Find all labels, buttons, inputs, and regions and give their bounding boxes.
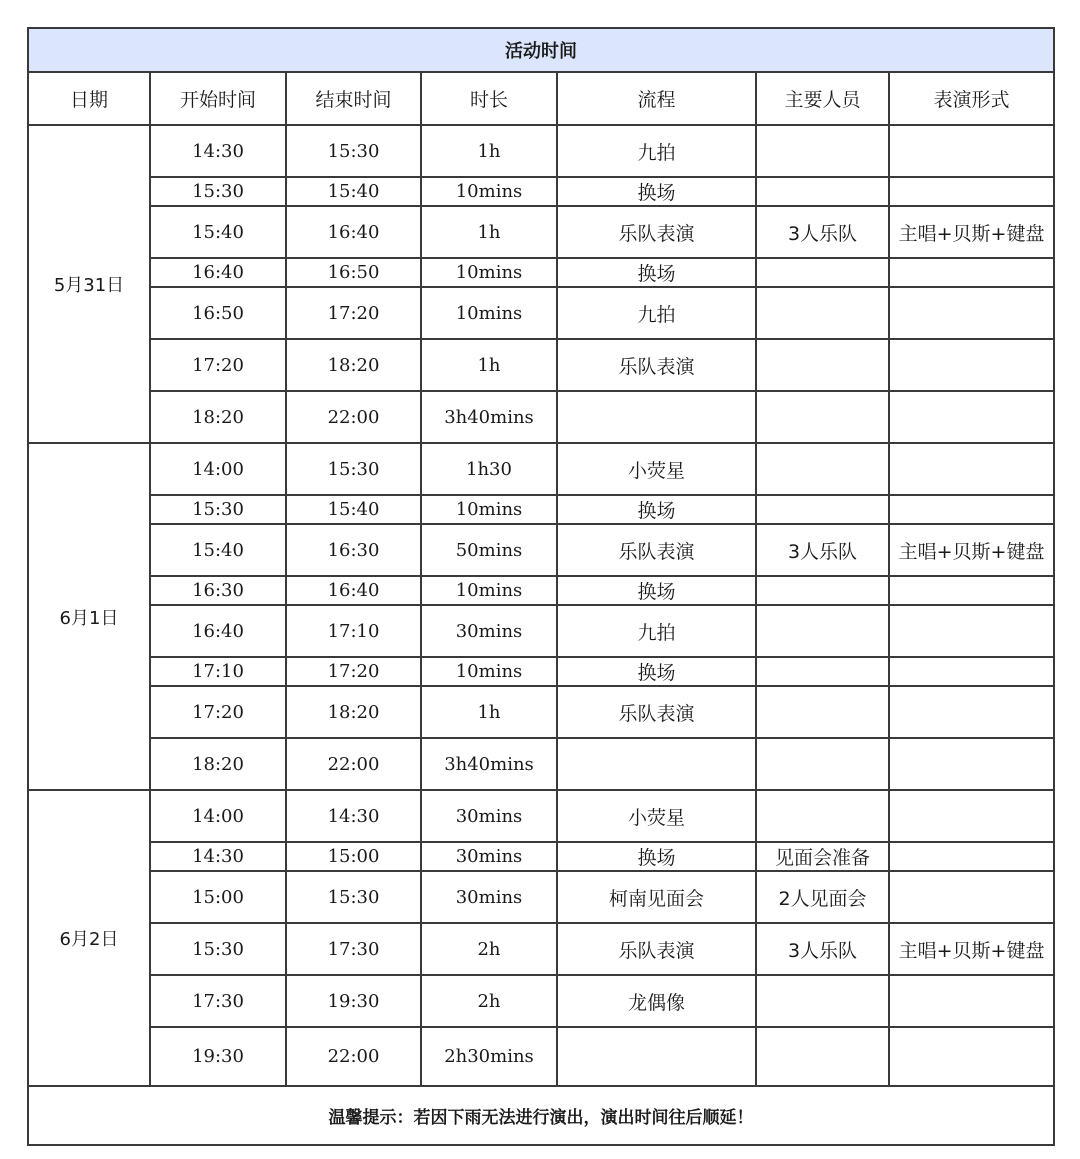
process-cell: 柯南见面会 — [557, 871, 756, 923]
start-time-cell: 18:20 — [150, 391, 286, 443]
end-time-cell: 19:30 — [286, 975, 421, 1027]
end-time-cell: 14:30 — [286, 790, 421, 842]
end-time-cell: 15:30 — [286, 871, 421, 923]
duration-cell: 3h40mins — [421, 738, 557, 790]
duration-cell: 2h — [421, 923, 557, 975]
start-time-cell: 18:20 — [150, 738, 286, 790]
format-cell: 主唱+贝斯+键盘 — [889, 206, 1054, 258]
duration-cell: 10mins — [421, 177, 557, 206]
format-cell — [889, 287, 1054, 339]
end-time-cell: 22:00 — [286, 391, 421, 443]
start-time-cell: 15:30 — [150, 923, 286, 975]
start-time-cell: 17:30 — [150, 975, 286, 1027]
table-row — [28, 206, 1054, 258]
personnel-cell: 见面会准备 — [756, 842, 889, 871]
duration-cell: 1h — [421, 686, 557, 738]
format-cell — [889, 657, 1054, 686]
table-row — [28, 657, 1054, 686]
duration-cell: 1h — [421, 125, 557, 177]
process-cell: 换场 — [557, 258, 756, 287]
table-row — [28, 391, 1054, 443]
process-cell: 换场 — [557, 495, 756, 524]
process-cell: 龙偶像 — [557, 975, 756, 1027]
end-time-cell: 15:30 — [286, 125, 421, 177]
end-time-cell: 15:40 — [286, 177, 421, 206]
start-time-cell: 16:40 — [150, 258, 286, 287]
end-time-cell: 17:30 — [286, 923, 421, 975]
end-time-cell: 17:20 — [286, 657, 421, 686]
end-time-cell: 17:20 — [286, 287, 421, 339]
personnel-cell — [756, 605, 889, 657]
format-cell — [889, 871, 1054, 923]
format-cell — [889, 1027, 1054, 1086]
process-cell: 换场 — [557, 177, 756, 206]
table-row — [28, 177, 1054, 206]
start-time-cell: 14:30 — [150, 842, 286, 871]
header-format: 表演形式 — [889, 72, 1054, 125]
table-row — [28, 686, 1054, 738]
duration-cell: 30mins — [421, 790, 557, 842]
title-row — [28, 28, 1054, 72]
end-time-cell: 18:20 — [286, 686, 421, 738]
duration-cell: 30mins — [421, 871, 557, 923]
duration-cell: 10mins — [421, 258, 557, 287]
end-time-cell: 22:00 — [286, 1027, 421, 1086]
table-row — [28, 495, 1054, 524]
start-time-cell: 14:00 — [150, 443, 286, 495]
table-row — [28, 1027, 1054, 1086]
table-row — [28, 871, 1054, 923]
format-cell — [889, 576, 1054, 605]
end-time-cell: 16:40 — [286, 576, 421, 605]
start-time-cell: 15:00 — [150, 871, 286, 923]
duration-cell: 1h30 — [421, 443, 557, 495]
personnel-cell — [756, 686, 889, 738]
process-cell: 九拍 — [557, 125, 756, 177]
table-row — [28, 125, 1054, 177]
start-time-cell: 16:40 — [150, 605, 286, 657]
start-time-cell: 14:30 — [150, 125, 286, 177]
process-cell: 乐队表演 — [557, 686, 756, 738]
table-row — [28, 339, 1054, 391]
format-cell — [889, 495, 1054, 524]
end-time-cell: 16:50 — [286, 258, 421, 287]
table-row — [28, 524, 1054, 576]
process-cell: 小荧星 — [557, 790, 756, 842]
format-cell: 主唱+贝斯+键盘 — [889, 923, 1054, 975]
table-title: 活动时间 — [28, 28, 1054, 72]
end-time-cell: 18:20 — [286, 339, 421, 391]
personnel-cell: 3人乐队 — [756, 524, 889, 576]
process-cell: 乐队表演 — [557, 339, 756, 391]
process-cell: 小荧星 — [557, 443, 756, 495]
schedule-body — [28, 125, 1054, 1086]
start-time-cell: 19:30 — [150, 1027, 286, 1086]
header-process: 流程 — [557, 72, 756, 125]
table-row — [28, 975, 1054, 1027]
end-time-cell: 15:00 — [286, 842, 421, 871]
date-cell: 5月31日 — [28, 125, 150, 443]
header-end-time: 结束时间 — [286, 72, 421, 125]
start-time-cell: 14:00 — [150, 790, 286, 842]
format-cell — [889, 842, 1054, 871]
personnel-cell — [756, 391, 889, 443]
process-cell: 换场 — [557, 657, 756, 686]
process-cell — [557, 738, 756, 790]
format-cell: 主唱+贝斯+键盘 — [889, 524, 1054, 576]
duration-cell: 30mins — [421, 605, 557, 657]
note-row — [28, 1086, 1054, 1145]
personnel-cell — [756, 125, 889, 177]
process-cell: 九拍 — [557, 605, 756, 657]
end-time-cell: 16:30 — [286, 524, 421, 576]
end-time-cell: 17:10 — [286, 605, 421, 657]
format-cell — [889, 738, 1054, 790]
start-time-cell: 16:30 — [150, 576, 286, 605]
personnel-cell — [756, 258, 889, 287]
start-time-cell: 17:20 — [150, 686, 286, 738]
personnel-cell — [756, 576, 889, 605]
format-cell — [889, 177, 1054, 206]
duration-cell: 10mins — [421, 576, 557, 605]
personnel-cell — [756, 339, 889, 391]
table-row — [28, 576, 1054, 605]
personnel-cell — [756, 1027, 889, 1086]
process-cell — [557, 1027, 756, 1086]
duration-cell: 1h — [421, 206, 557, 258]
start-time-cell: 15:30 — [150, 495, 286, 524]
start-time-cell: 17:10 — [150, 657, 286, 686]
table-row — [28, 443, 1054, 495]
personnel-cell — [756, 738, 889, 790]
start-time-cell: 15:30 — [150, 177, 286, 206]
format-cell — [889, 391, 1054, 443]
header-start-time: 开始时间 — [150, 72, 286, 125]
start-time-cell: 16:50 — [150, 287, 286, 339]
end-time-cell: 15:30 — [286, 443, 421, 495]
rain-notice: 温馨提示：若因下雨无法进行演出，演出时间往后顺延！ — [28, 1086, 1054, 1145]
format-cell — [889, 975, 1054, 1027]
table-row — [28, 605, 1054, 657]
duration-cell: 50mins — [421, 524, 557, 576]
personnel-cell: 3人乐队 — [756, 206, 889, 258]
personnel-cell: 2人见面会 — [756, 871, 889, 923]
table-row — [28, 923, 1054, 975]
personnel-cell — [756, 495, 889, 524]
process-cell: 乐队表演 — [557, 923, 756, 975]
format-cell — [889, 339, 1054, 391]
table-row — [28, 790, 1054, 842]
date-cell: 6月2日 — [28, 790, 150, 1086]
format-cell — [889, 790, 1054, 842]
duration-cell: 10mins — [421, 287, 557, 339]
personnel-cell — [756, 790, 889, 842]
header-row — [28, 72, 1054, 125]
process-cell: 乐队表演 — [557, 206, 756, 258]
schedule-table — [27, 27, 1055, 1146]
header-duration: 时长 — [421, 72, 557, 125]
table-row — [28, 258, 1054, 287]
process-cell: 乐队表演 — [557, 524, 756, 576]
format-cell — [889, 125, 1054, 177]
end-time-cell: 22:00 — [286, 738, 421, 790]
duration-cell: 2h30mins — [421, 1027, 557, 1086]
format-cell — [889, 258, 1054, 287]
personnel-cell — [756, 287, 889, 339]
process-cell: 换场 — [557, 576, 756, 605]
duration-cell: 1h — [421, 339, 557, 391]
duration-cell: 10mins — [421, 657, 557, 686]
table-row — [28, 842, 1054, 871]
start-time-cell: 15:40 — [150, 524, 286, 576]
duration-cell: 30mins — [421, 842, 557, 871]
end-time-cell: 16:40 — [286, 206, 421, 258]
process-cell: 九拍 — [557, 287, 756, 339]
header-personnel: 主要人员 — [756, 72, 889, 125]
personnel-cell: 3人乐队 — [756, 923, 889, 975]
header-date: 日期 — [28, 72, 150, 125]
start-time-cell: 17:20 — [150, 339, 286, 391]
duration-cell: 2h — [421, 975, 557, 1027]
personnel-cell — [756, 975, 889, 1027]
duration-cell: 10mins — [421, 495, 557, 524]
format-cell — [889, 443, 1054, 495]
table-row — [28, 287, 1054, 339]
table-row — [28, 738, 1054, 790]
personnel-cell — [756, 177, 889, 206]
personnel-cell — [756, 443, 889, 495]
personnel-cell — [756, 657, 889, 686]
process-cell — [557, 391, 756, 443]
format-cell — [889, 686, 1054, 738]
format-cell — [889, 605, 1054, 657]
date-cell: 6月1日 — [28, 443, 150, 790]
start-time-cell: 15:40 — [150, 206, 286, 258]
end-time-cell: 15:40 — [286, 495, 421, 524]
process-cell: 换场 — [557, 842, 756, 871]
duration-cell: 3h40mins — [421, 391, 557, 443]
